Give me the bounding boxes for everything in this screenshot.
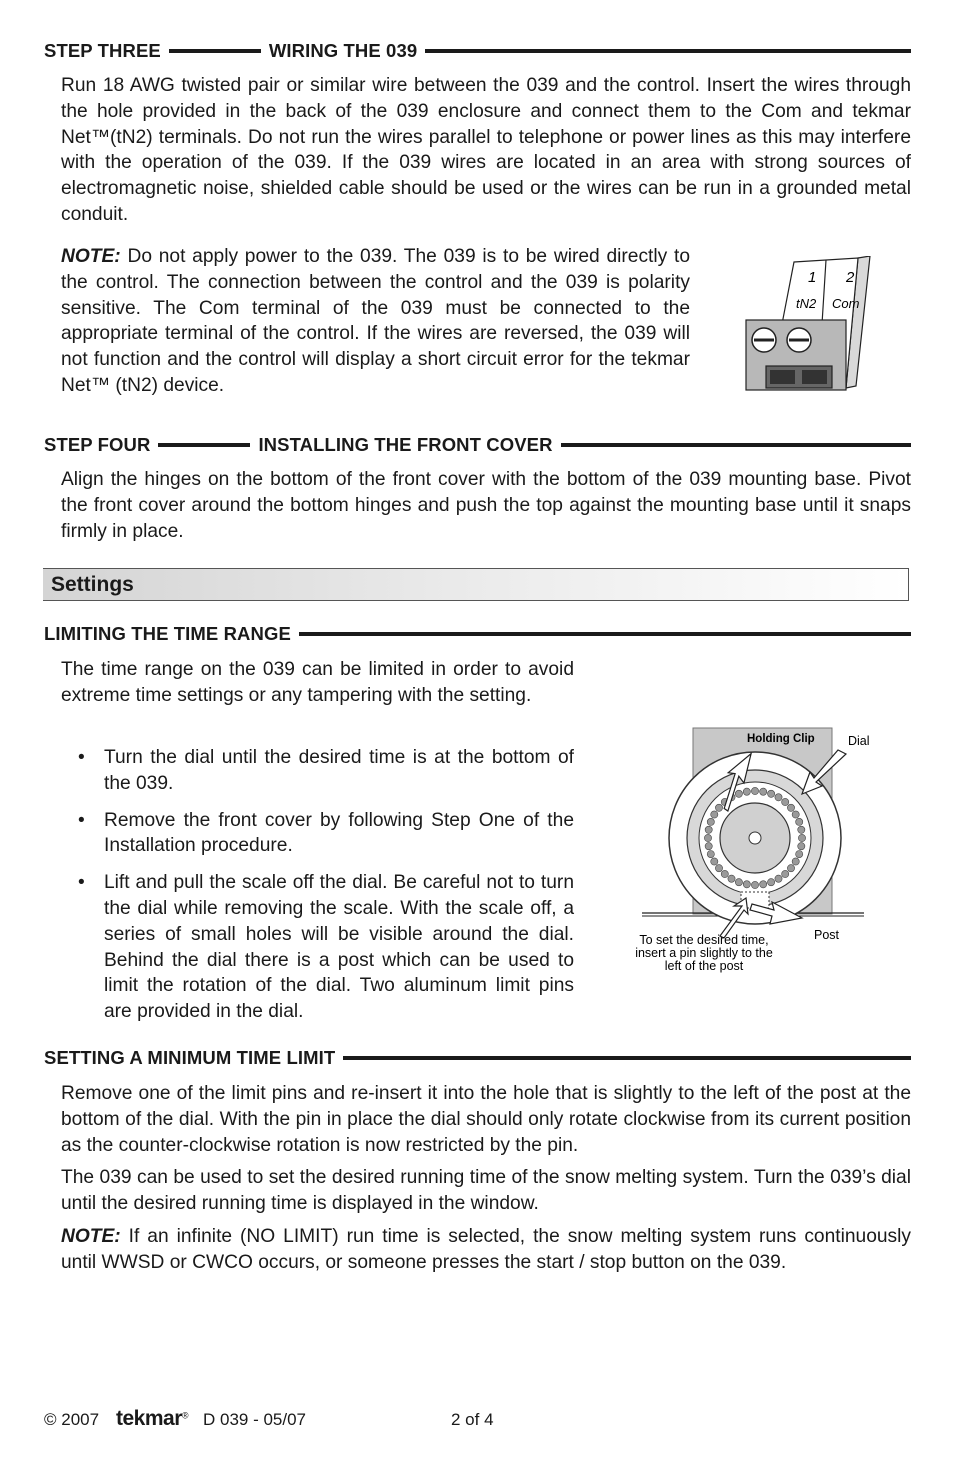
note-label: NOTE: xyxy=(61,1226,121,1247)
dial-hole xyxy=(787,865,794,872)
step-four-title: INSTALLING THE FRONT COVER xyxy=(258,434,553,455)
limiting-heading xyxy=(44,623,911,645)
terminal-block-figure xyxy=(742,256,872,396)
caption-line-1: To set the desired time, xyxy=(639,933,769,947)
post-label: Post xyxy=(814,928,840,942)
heading-rule xyxy=(299,632,911,636)
step-four-body: Align the hinges on the bottom of the front cover with the bottom of the 039 mounting base. Pivot the front cover around the bottom hinges and push the top against the mounting base until it snaps firmly in place. xyxy=(61,469,911,542)
dial-hole xyxy=(787,804,794,811)
minimum-para-1: Remove one of the limit pins and re-insert it into the hole that is slightly to the left of the post at the bottom of the dial. With the pin in place the dial should only rotate clockwise from its current position as the counter-clockwise rotation is now restricted by the pin. xyxy=(61,1083,911,1156)
dial-hole xyxy=(743,881,750,888)
minimum-title: SETTING A MINIMUM TIME LIMIT xyxy=(44,1047,336,1068)
terminal-number-1: 1 xyxy=(808,269,817,286)
terminal-number-2: 2 xyxy=(846,269,855,286)
list-item: • Lift and pull the scale off the dial. Be careful not to turn the dial while removing the scale. With the scale off, a series of small holes will be visible around the dial. Behind the dial there is a post which can be used to limit the rotation of the dial. Two aluminum limit pins are provided in the dial. xyxy=(61,870,574,1025)
dial-hole xyxy=(798,843,805,850)
dial-hole xyxy=(728,875,735,882)
terminal-label-tn2: tN2 xyxy=(796,296,817,311)
caption-line-2: insert a pin slightly to the xyxy=(635,946,773,960)
footer-page-number: 2 of 4 xyxy=(451,1410,494,1429)
dial-hole xyxy=(796,818,803,825)
note-label: NOTE: xyxy=(61,246,121,267)
minimum-heading xyxy=(44,1047,911,1069)
step-three-heading xyxy=(44,40,911,62)
footer-copyright: © 2007 xyxy=(44,1410,100,1429)
footer-logo xyxy=(116,1407,189,1431)
step-three-body: Run 18 AWG twisted pair or similar wire between the 039 and the control. Insert the wires through the hole provided in the back of the 039 enclosure and connect them to the Com and tekmar Net™(tN2) terminals. Do not run the wires parallel to telephone or power lines as this may interfere with the operation of the 039. If the 039 wires are located in an area with strong sources of electromagnetic noise, shielded cable should be used or the wires can be run in a grounded metal conduit. xyxy=(61,75,911,225)
list-item: • Turn the dial until the desired time is at the bottom of the 039. xyxy=(61,745,574,797)
note-text: If an infinite (NO LIMIT) run time is selected, the snow melting system runs continuously until WWSD or CWCO occurs, or someone presses the start / stop button on the 039. xyxy=(61,1226,911,1273)
dial-hole xyxy=(775,794,782,801)
dial-hole xyxy=(705,826,712,833)
dial-hole xyxy=(704,834,711,841)
dial-hole xyxy=(715,865,722,872)
step-four-heading xyxy=(44,434,911,456)
dial-hole xyxy=(782,870,789,877)
dial-hole xyxy=(711,858,718,865)
heading-rule xyxy=(169,49,261,53)
dial-hole xyxy=(760,788,767,795)
dial-hole xyxy=(721,870,728,877)
tekmar-logo: tekmar xyxy=(116,1407,182,1430)
step-four-label: STEP FOUR xyxy=(44,434,151,455)
dial-hole xyxy=(775,875,782,882)
heading-rule xyxy=(425,49,911,53)
heading-rule xyxy=(158,443,250,447)
step-three-label: STEP THREE xyxy=(44,40,161,61)
dial-hole xyxy=(735,879,742,886)
dial-hole xyxy=(751,881,758,888)
dial-hole xyxy=(768,879,775,886)
dial-hole xyxy=(705,843,712,850)
settings-title: Settings xyxy=(51,573,134,596)
dial-hole xyxy=(782,798,789,805)
dial-figure xyxy=(624,722,874,978)
dial-label: Dial xyxy=(848,734,870,748)
limiting-title: LIMITING THE TIME RANGE xyxy=(44,623,291,644)
dial-hole xyxy=(707,851,714,858)
dial-hole xyxy=(798,834,805,841)
holding-clip-label: Holding Clip xyxy=(747,733,815,745)
dial-hole xyxy=(760,881,767,888)
dial-hole xyxy=(792,811,799,818)
dial-hole xyxy=(715,804,722,811)
dial-hole xyxy=(735,790,742,797)
dial-hole xyxy=(796,851,803,858)
step-three-note xyxy=(61,244,690,399)
step-three-title: WIRING THE 039 xyxy=(268,40,418,61)
dial-hole xyxy=(711,811,718,818)
registered-mark: ® xyxy=(181,1410,189,1421)
dial-hole xyxy=(792,858,799,865)
minimum-note xyxy=(61,1224,911,1276)
note-text: Do not apply power to the 039. The 039 is to be wired directly to the control. The connection between the control and the 039 is polarity sensitive. The Com terminal of the 039 must be connected to the appropriate terminal of the control. If the wires are reversed, the 039 will not function and the control will display a short circuit error for the tekmar Net™ (tN2) device. xyxy=(61,246,690,396)
footer-doc-code: D 039 - 05/07 xyxy=(203,1410,307,1429)
dial-hole xyxy=(768,790,775,797)
limiting-intro: The time range on the 039 can be limited in order to avoid extreme time settings or any tampering with the setting. xyxy=(61,659,574,706)
dial-hole xyxy=(743,788,750,795)
heading-rule xyxy=(343,1056,911,1060)
dial-hole xyxy=(751,787,758,794)
caption-line-3: left of the post xyxy=(664,959,744,973)
minimum-para-2: The 039 can be used to set the desired running time of the snow melting system. Turn the 039’s dial until the desired running time is displayed in the window. xyxy=(61,1167,911,1214)
limiting-steps-list xyxy=(61,745,574,1036)
heading-rule xyxy=(561,443,911,447)
terminal-label-com: Com xyxy=(832,296,860,311)
dial-hole xyxy=(707,818,714,825)
settings-section-bar xyxy=(43,568,909,601)
dial-hole xyxy=(798,826,805,833)
list-item: • Remove the front cover by following Step One of the Installation procedure. xyxy=(61,808,574,860)
